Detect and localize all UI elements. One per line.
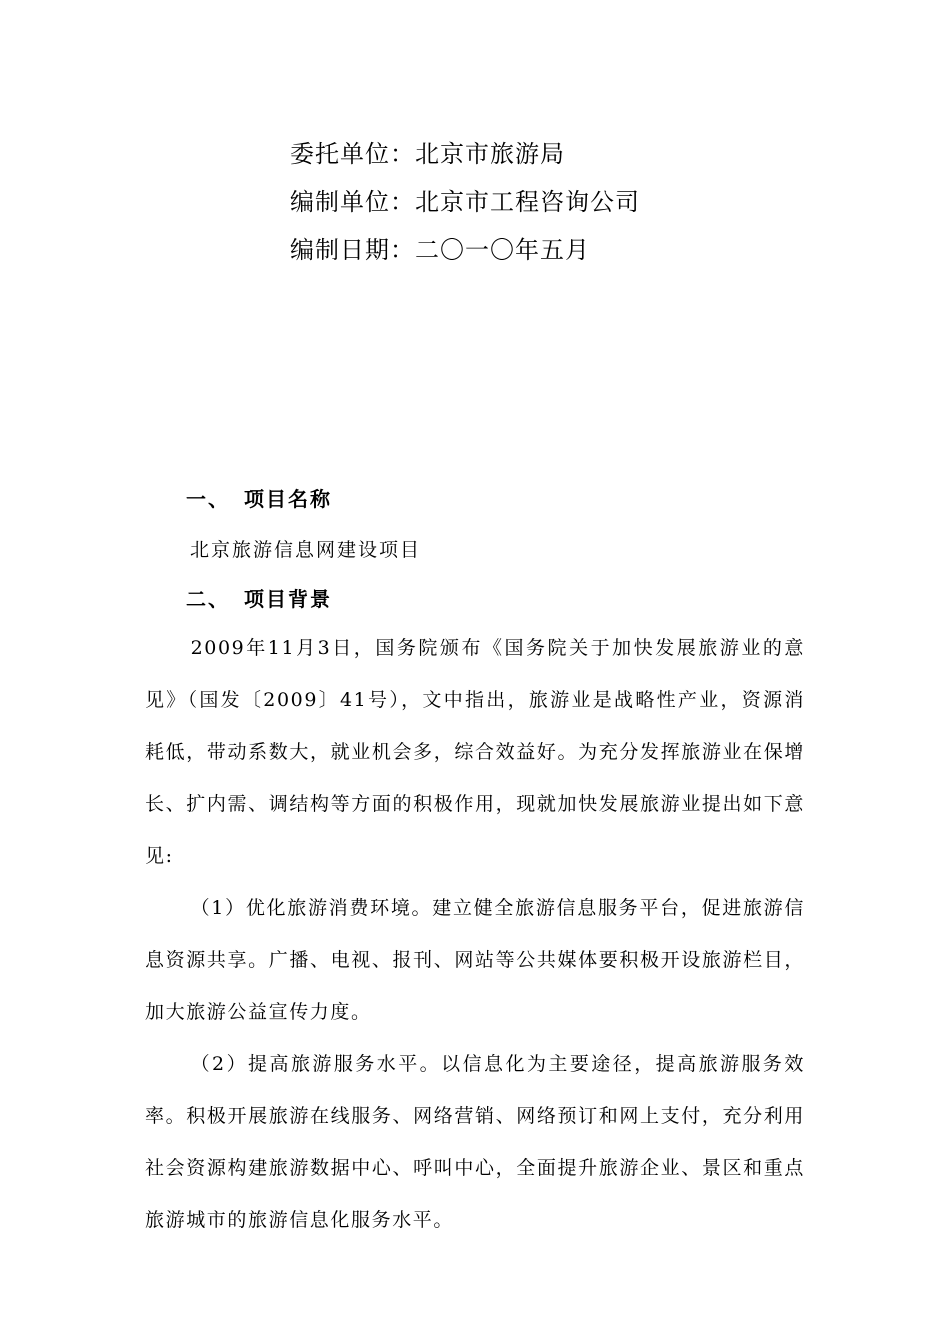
- project-name-text: 北京旅游信息网建设项目: [190, 539, 422, 561]
- section-number: 一、: [186, 487, 230, 511]
- section-title: 项目背景: [244, 587, 332, 611]
- compiler-line: 编制单位：北京市工程咨询公司: [290, 188, 640, 216]
- cover-info-block: [290, 130, 640, 274]
- section-number: 二、: [186, 587, 230, 611]
- body-paragraph: （2）提高旅游服务水平。以信息化为主要途径，提高旅游服务效率。积极开展旅游在线服务、网络营销、网络预订和网上支付，充分利用社会资源构建旅游数据中心、呼叫中心，全面提升旅游企业、景区和重点旅游城市的旅游信息化服务水平。: [145, 1053, 805, 1231]
- section-heading-project-name: [186, 484, 332, 514]
- body-paragraph: （1）优化旅游消费环境。建立健全旅游信息服务平台，促进旅游信息资源共享。广播、电视、报刊、网站等公共媒体要积极开设旅游栏目，加大旅游公益宣传力度。: [145, 897, 805, 1023]
- body-paragraph: 2009年11月3日，国务院颁布《国务院关于加快发展旅游业的意见》（国发〔2009〕41号），文中指出，旅游业是战略性产业，资源消耗低，带动系数大，就业机会多，综合效益好。为充分发挥旅游业在保增长、扩内需、调结构等方面的积极作用，现就加快发展旅游业提出如下意见:: [145, 637, 805, 867]
- client-line: 委托单位：北京市旅游局: [290, 140, 565, 168]
- section-heading-background: [186, 584, 332, 614]
- section-title: 项目名称: [244, 487, 332, 511]
- background-body: [145, 622, 805, 1246]
- date-line: 编制日期：二〇一〇年五月: [290, 236, 590, 264]
